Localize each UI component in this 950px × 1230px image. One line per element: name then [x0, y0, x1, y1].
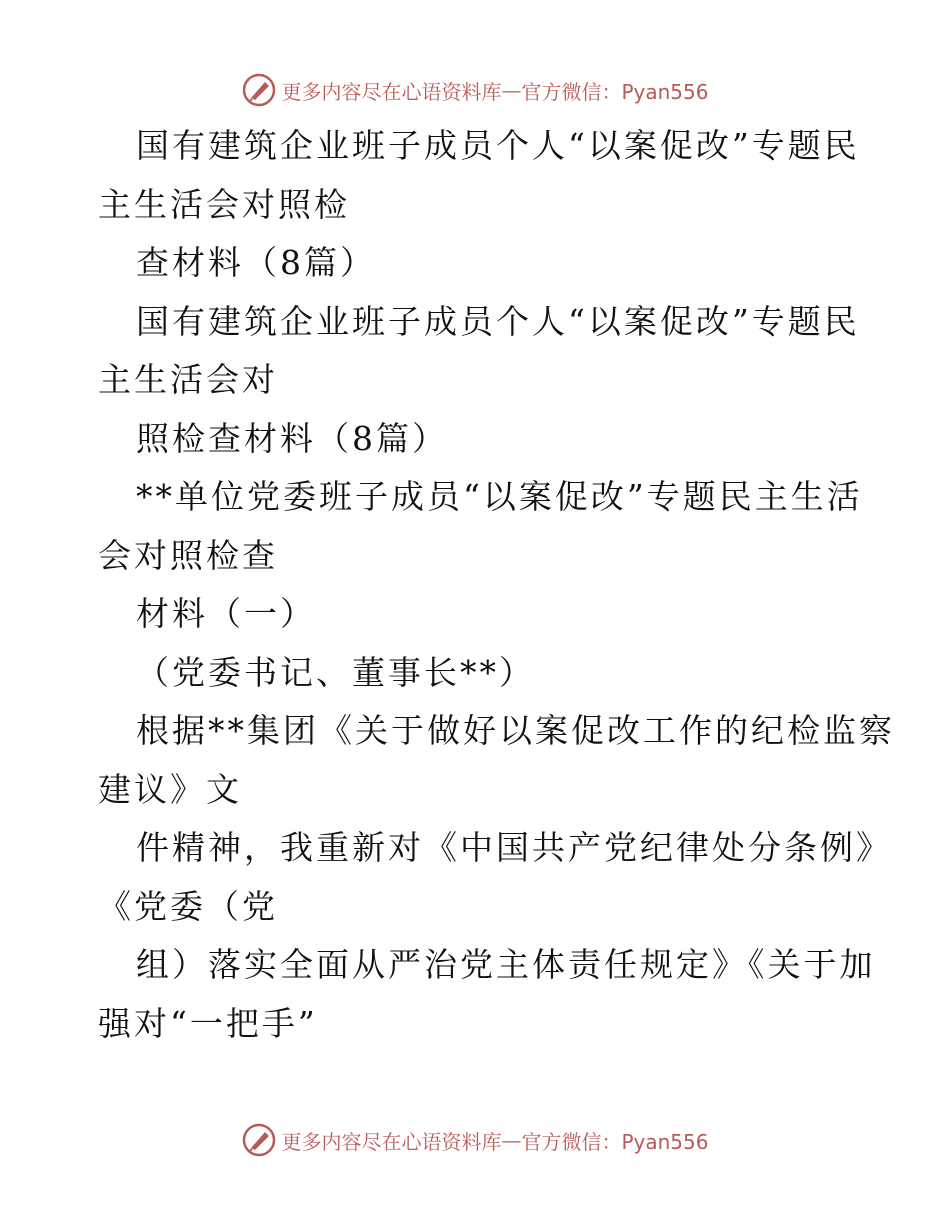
- text-line: 组）落实全面从严治党主体责任规定》《关于加: [136, 945, 876, 984]
- text-line: 件精神，我重新对《中国共产党纪律处分条例》: [136, 828, 892, 867]
- text-line: 会对照检查: [98, 535, 278, 575]
- document-body: [98, 117, 895, 1053]
- text-line: （党委书记、董事长**）: [136, 652, 535, 692]
- banner-contact: 官方微信：Pyan556: [521, 1129, 709, 1154]
- text-line: 根据**集团《关于做好以案促改工作的纪检监察: [136, 711, 895, 750]
- text-line: 主生活会对: [98, 360, 278, 399]
- text-line: 强对“一把手”: [98, 1003, 318, 1043]
- pen-logo-icon: [241, 1122, 277, 1158]
- text-line: 查材料（8篇）: [136, 243, 376, 282]
- banner-dash: —: [501, 1128, 522, 1152]
- banner-contact: 官方微信：Pyan556: [521, 79, 709, 104]
- banner-dash: —: [501, 78, 522, 102]
- text-line: 材料（一）: [136, 594, 316, 633]
- text-line: 主生活会对照检: [98, 184, 350, 224]
- text-line: **单位党委班子成员“以案促改”专题民主生活: [136, 477, 863, 516]
- text-line: 建议》文: [98, 769, 242, 809]
- footer-banner: [0, 1118, 950, 1162]
- text-line: 《党委（党: [98, 886, 278, 926]
- text-line: 国有建筑企业班子成员个人“以案促改”专题民: [136, 301, 860, 341]
- banner-text: 更多内容尽在心语资料库: [281, 1129, 502, 1154]
- header-banner: [0, 68, 950, 112]
- text-line: 国有建筑企业班子成员个人“以案促改”专题民: [136, 126, 860, 165]
- text-line: 照检查材料（8篇）: [136, 418, 448, 458]
- banner-text: 更多内容尽在心语资料库: [281, 79, 502, 104]
- pen-logo-icon: [241, 72, 277, 108]
